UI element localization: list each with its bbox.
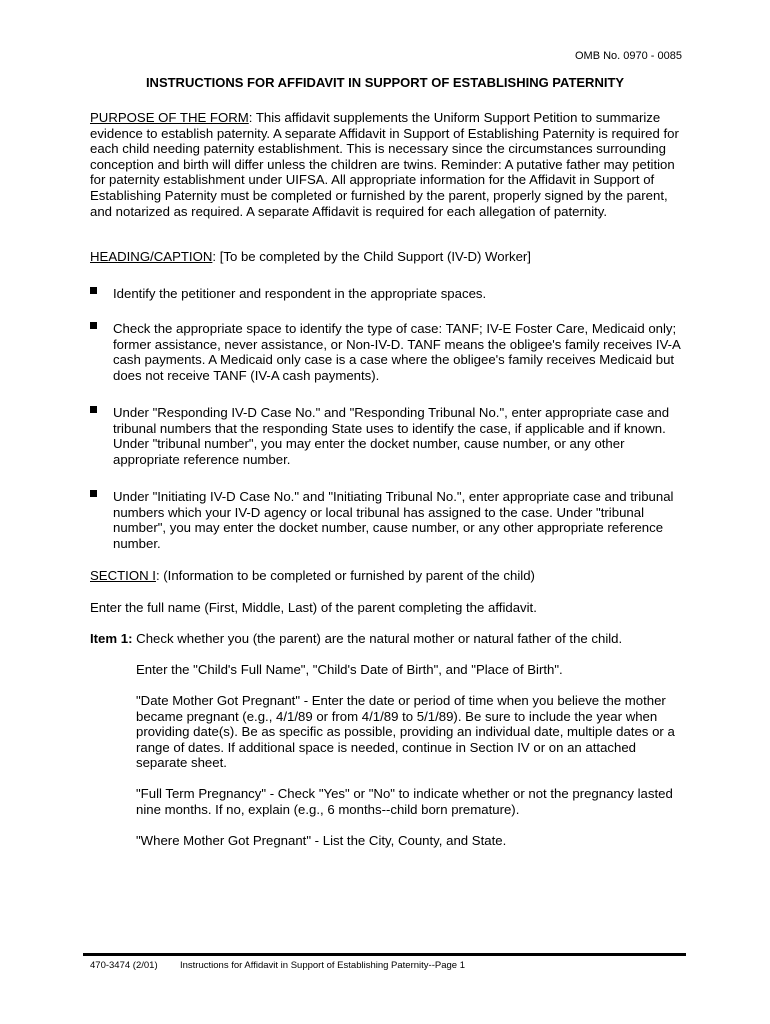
bullet-icon (90, 287, 97, 294)
footer-divider (83, 953, 686, 956)
date-pregnant-instruction: "Date Mother Got Pregnant" - Enter the date or period of time when you believe the mother became pregnant (e.g., 4/1/89 or from 4/1/89 to 5/1/89). Be sure to include the year when providing date(s). Be as specific as possible, providing an individual date, multiple dates or a range of dates. If additional space is needed, continue in Section IV or on an attached separate sheet. (136, 693, 675, 771)
heading-paragraph (90, 249, 682, 265)
bullet-icon (90, 322, 97, 329)
item1-text: Check whether you (the parent) are the natural mother or natural father of the child. (132, 631, 623, 646)
section1-heading (90, 568, 682, 584)
purpose-paragraph (90, 110, 682, 219)
purpose-text: : This affidavit supplements the Uniform Support Petition to summarize evidence to establish paternity. A separate Affidavit in Support of Establishing Paternity is required for each child needing paternity establishment. This is necessary since the circumstances surrounding conception and birth will differ unless the children are twins. Reminder: A putative father may petition for paternity establishment under UIFSA. All appropriate information for the Affidavit in Support of Establishing Paternity must be completed or furnished by the parent, properly signed by the parent, and notarized as required. A separate Affidavit is required for each allegation of paternity. (90, 110, 679, 219)
bullet-icon (90, 490, 97, 497)
list-item-text: Under "Initiating IV-D Case No." and "Initiating Tribunal No.", enter appropriate case and tribunal numbers which your IV-D agency or local tribunal has assigned to the case. Under "tribunal number", you may enter the docket number, cause number, or any other appropriate reference number. (113, 489, 674, 551)
footer-description: Instructions for Affidavit in Support of Establishing Paternity--Page 1 (180, 960, 465, 971)
heading-text: : [To be completed by the Child Support (IV-D) Worker] (212, 249, 531, 264)
document-title: INSTRUCTIONS FOR AFFIDAVIT IN SUPPORT OF ESTABLISHING PATERNITY (145, 75, 625, 90)
purpose-label: PURPOSE OF THE FORM (90, 110, 249, 125)
item1-label: Item 1: (90, 631, 133, 646)
item1-paragraph (90, 631, 682, 647)
omb-number: OMB No. 0970 - 0085 (574, 50, 682, 62)
list-item-text: Identify the petitioner and respondent in the appropriate spaces. (113, 286, 487, 301)
list-item-text: Check the appropriate space to identify the type of case: TANF; IV-E Foster Care, Medicaid only; former assistance, never assistance, or Non-IV-D. TANF means the obligee's family receives IV-A cash payments. A Medicaid only case is a case where the obligee's family receives Medicaid but does not receive TANF (IV-A cash payments). (113, 321, 681, 383)
list-item-text: Under "Responding IV-D Case No." and "Responding Tribunal No.", enter appropriate case and tribunal numbers that the responding State uses to identify the case, if applicable and if known. Under "tribunal number", you may enter the docket number, cause number, or any other appropriate reference number. (113, 405, 670, 467)
heading-label: HEADING/CAPTION (90, 249, 213, 264)
section1-text: : (Information to be completed or furnished by parent of the child) (155, 568, 535, 583)
bullet-icon (90, 406, 97, 413)
full-term-instruction: "Full Term Pregnancy" - Check "Yes" or "No" to indicate whether or not the pregnancy lasted nine months. If no, explain (e.g., 6 months--child born premature). (136, 786, 673, 817)
child-name-instruction: Enter the "Child's Full Name", "Child's Date of Birth", and "Place of Birth". (136, 662, 563, 677)
section1-label: SECTION I (90, 568, 156, 583)
form-number: 470-3474 (2/01) (90, 960, 158, 971)
where-pregnant-instruction: "Where Mother Got Pregnant" - List the City, County, and State. (136, 833, 507, 848)
full-name-instruction: Enter the full name (First, Middle, Last) of the parent completing the affidavit. (90, 600, 537, 615)
